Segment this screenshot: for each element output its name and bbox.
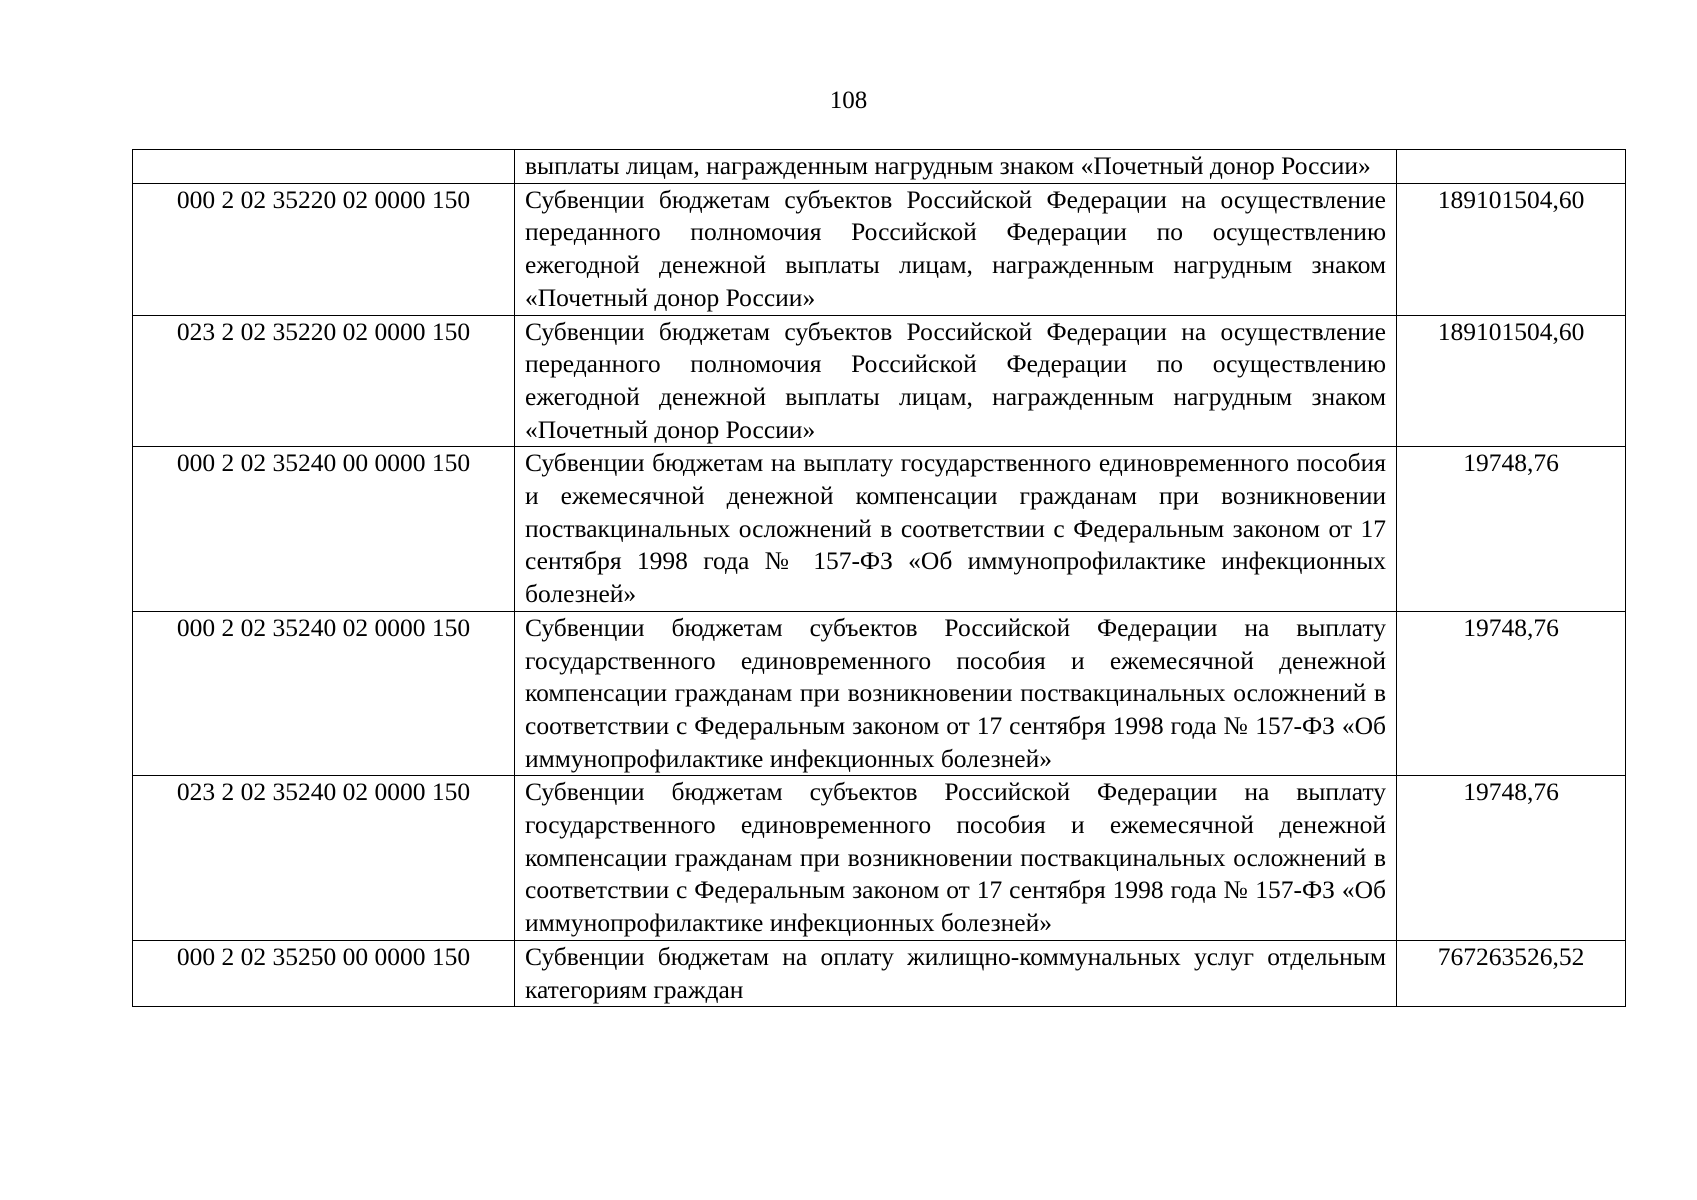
description-cell: Субвенции бюджетам субъектов Российской Федерации на выплату государственного единовременного пособия и ежемесячной денежной компенсации гражданам при возникновении поствакцинальных осложнений в соответствии с Федеральным законом от 17 сентября 1998 года № 157-ФЗ «Об иммунопрофилактике инфекционных болезней» [515, 611, 1397, 776]
description-cell: Субвенции бюджетам субъектов Российской Федерации на осуществление переданного полномочия Российской Федерации по осуществлению ежегодной денежной выплаты лицам, награжденным нагрудным знаком «Почетный донор России» [515, 183, 1397, 315]
budget-code-cell [133, 150, 515, 184]
table-row [133, 315, 1626, 447]
amount-cell: 189101504,60 [1397, 315, 1626, 447]
table-body [133, 150, 1626, 1007]
budget-table [132, 149, 1626, 1007]
description-cell: Субвенции бюджетам на оплату жилищно-коммунальных услуг отдельным категориям граждан [515, 940, 1397, 1006]
table-row [133, 447, 1626, 612]
amount-cell [1397, 150, 1626, 184]
budget-code-cell: 023 2 02 35240 02 0000 150 [133, 776, 515, 941]
description-cell: выплаты лицам, награжденным нагрудным знаком «Почетный донор России» [515, 150, 1397, 184]
budget-code-cell: 000 2 02 35240 00 0000 150 [133, 447, 515, 612]
budget-code-cell: 000 2 02 35250 00 0000 150 [133, 940, 515, 1006]
description-cell: Субвенции бюджетам субъектов Российской Федерации на осуществление переданного полномочия Российской Федерации по осуществлению ежегодной денежной выплаты лицам, награжденным нагрудным знаком «Почетный донор России» [515, 315, 1397, 447]
table-row [133, 150, 1626, 184]
table-row [133, 611, 1626, 776]
budget-code-cell: 000 2 02 35220 02 0000 150 [133, 183, 515, 315]
amount-cell: 19748,76 [1397, 611, 1626, 776]
description-cell: Субвенции бюджетам на выплату государственного единовременного пособия и ежемесячной денежной компенсации гражданам при возникновении поствакцинальных осложнений в соответствии с Федеральным законом от 17 сентября 1998 года № 157-ФЗ «Об иммунопрофилактике инфекционных болезней» [515, 447, 1397, 612]
table-row [133, 940, 1626, 1006]
budget-code-cell: 023 2 02 35220 02 0000 150 [133, 315, 515, 447]
description-cell: Субвенции бюджетам субъектов Российской Федерации на выплату государственного единовременного пособия и ежемесячной денежной компенсации гражданам при возникновении поствакцинальных осложнений в соответствии с Федеральным законом от 17 сентября 1998 года № 157-ФЗ «Об иммунопрофилактике инфекционных болезней» [515, 776, 1397, 941]
budget-code-cell: 000 2 02 35240 02 0000 150 [133, 611, 515, 776]
page-number: 108 [829, 87, 868, 114]
table-row [133, 183, 1626, 315]
amount-cell: 19748,76 [1397, 776, 1626, 941]
amount-cell: 189101504,60 [1397, 183, 1626, 315]
table-row [133, 776, 1626, 941]
amount-cell: 767263526,52 [1397, 940, 1626, 1006]
amount-cell: 19748,76 [1397, 447, 1626, 612]
